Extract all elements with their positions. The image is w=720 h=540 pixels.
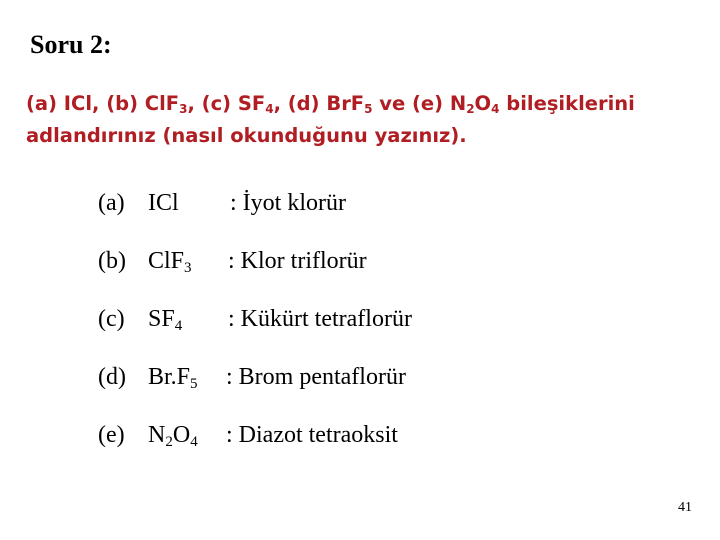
question-fragment: bileşiklerini	[499, 92, 635, 115]
answer-formula	[148, 306, 182, 333]
subscript: 4	[491, 102, 500, 116]
question-fragment: , (d) BrF	[273, 92, 365, 115]
formula-text: ICl	[148, 190, 179, 216]
subscript: 3	[179, 102, 188, 116]
answer-name: : Diazot tetraoksit	[226, 422, 398, 448]
formula-text: O	[172, 422, 191, 448]
answer-label: (e)	[98, 422, 125, 448]
answer-label: (c)	[98, 306, 125, 332]
answer-name: : Klor triflorür	[228, 248, 367, 274]
question-fragment: (a) ICl, (b) ClF	[26, 92, 180, 115]
answer-label: (b)	[98, 248, 126, 274]
answer-name: : İyot klorür	[230, 190, 346, 216]
answer-label: (a)	[98, 190, 125, 216]
subscript: 2	[165, 434, 173, 450]
subscript: 4	[265, 102, 274, 116]
formula-text: ClF	[148, 248, 185, 274]
subscript: 4	[190, 434, 198, 450]
question-fragment: O	[474, 92, 492, 115]
subscript: 5	[190, 376, 198, 392]
answer-formula	[148, 364, 198, 391]
subscript: 4	[174, 318, 183, 334]
question-fragment: , (c) SF	[187, 92, 266, 115]
question-text	[26, 88, 676, 152]
question-fragment: ve (e) N	[372, 92, 467, 115]
formula-text: N	[148, 422, 166, 448]
page-number: 41	[678, 500, 692, 515]
slide-title: Soru 2:	[30, 30, 112, 59]
answer-formula	[148, 248, 192, 275]
answer-label: (d)	[98, 364, 126, 390]
answer-formula	[148, 422, 198, 449]
subscript: 5	[364, 102, 373, 116]
answer-name: : Kükürt tetraflorür	[228, 306, 412, 332]
question-line-2: adlandırınız (nasıl okunduğunu yazınız).	[26, 124, 467, 147]
formula-text: Br.F	[148, 364, 191, 390]
formula-text: SF	[148, 306, 175, 332]
question-line-1	[26, 88, 676, 120]
subscript: 2	[466, 102, 475, 116]
subscript: 3	[184, 260, 192, 276]
answer-name: : Brom pentaflorür	[226, 364, 406, 390]
answer-formula	[148, 190, 179, 217]
